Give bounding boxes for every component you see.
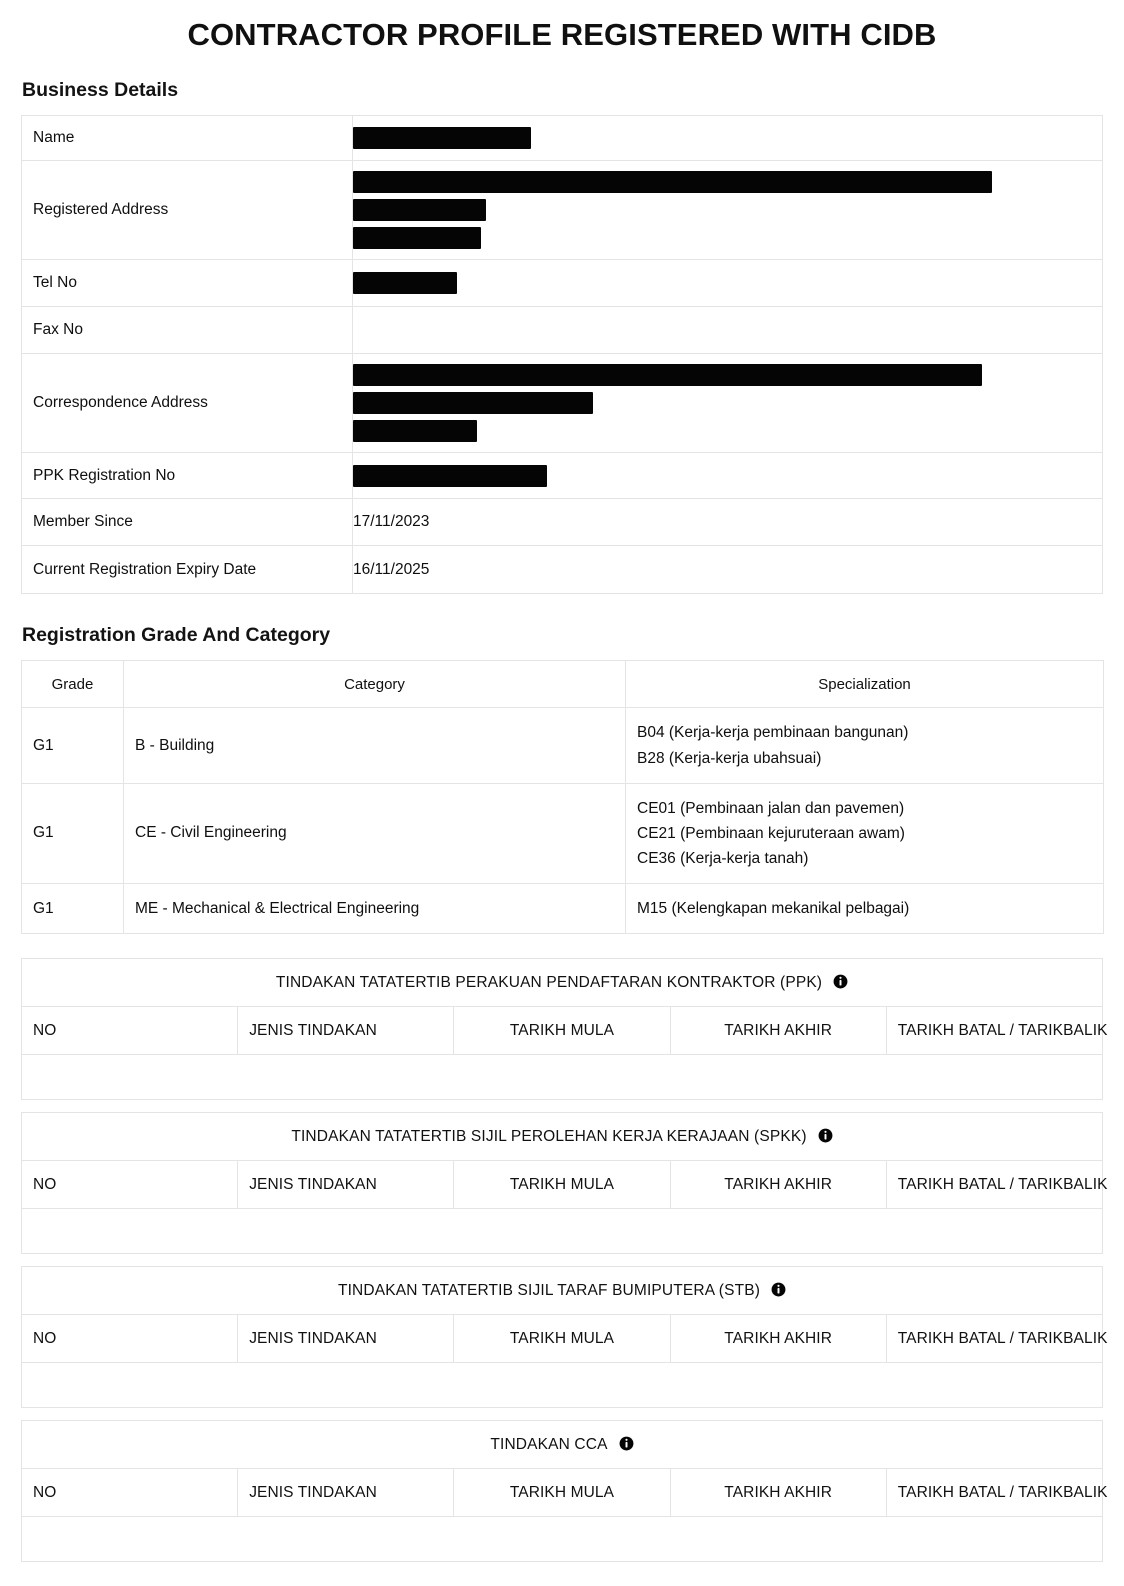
redaction-bar <box>353 199 486 221</box>
grade-cell: G1 <box>22 783 124 883</box>
business-detail-row <box>22 260 1103 307</box>
tindakan-title-text: TINDAKAN TATATERTIB PERAKUAN PENDAFTARAN KONTRAKTOR (PPK) <box>275 973 823 991</box>
business-detail-value <box>353 260 1103 307</box>
specialization-cell <box>626 883 1104 933</box>
registration-grade-row <box>22 883 1104 933</box>
registration-grade-row <box>22 708 1104 783</box>
business-detail-label: PPK Registration No <box>22 453 353 499</box>
table-header-row <box>22 661 1104 708</box>
specialization-cell <box>626 783 1104 883</box>
business-detail-row <box>22 354 1103 453</box>
tindakan-title-text: TINDAKAN CCA <box>490 1435 608 1453</box>
tindakan-table <box>21 1266 1108 1408</box>
tindakan-body <box>22 959 1108 1100</box>
business-detail-label: Current Registration Expiry Date <box>22 546 353 594</box>
column-header-no: NO <box>22 1315 238 1363</box>
column-header-no: NO <box>22 1469 238 1517</box>
tindakan-title-cell <box>22 1113 1103 1161</box>
tindakan-empty-cell <box>22 1517 1103 1562</box>
tindakan-title-row <box>22 1421 1103 1469</box>
business-detail-row <box>22 546 1103 594</box>
tindakan-title-row <box>22 1267 1103 1315</box>
column-header-specialization: Specialization <box>626 661 1104 708</box>
info-icon[interactable] <box>833 974 848 989</box>
business-details-body <box>22 116 1103 594</box>
column-header-tarikh-akhir: TARIKH AKHIR <box>670 1007 886 1055</box>
tindakan-empty-cell <box>22 1363 1103 1408</box>
business-detail-value <box>353 161 1103 260</box>
tindakan-title-cell <box>22 1421 1103 1469</box>
info-icon[interactable] <box>818 1128 833 1143</box>
business-detail-row <box>22 116 1103 161</box>
registration-grade-table <box>21 660 1104 934</box>
category-cell: ME - Mechanical & Electrical Engineering <box>124 883 626 933</box>
registration-grade-row <box>22 783 1104 883</box>
tindakan-empty-row <box>22 1517 1103 1562</box>
specialization-line: CE21 (Pembinaan kejuruteraan awam) <box>637 824 905 842</box>
business-detail-value <box>353 354 1103 453</box>
tindakan-title-cell <box>22 959 1103 1007</box>
tindakan-body <box>22 1113 1108 1254</box>
grade-cell: G1 <box>22 883 124 933</box>
column-header-tarikh-batal-tarikbalik: TARIKH BATAL / TARIKBALIK <box>886 1161 1102 1209</box>
registration-grade-heading: Registration Grade And Category <box>22 624 331 647</box>
tindakan-title-text: TINDAKAN TATATERTIB SIJIL TARAF BUMIPUTERA (STB) <box>337 1281 761 1299</box>
tindakan-table <box>21 1420 1108 1562</box>
specialization-line: M15 (Kelengkapan mekanikal pelbagai) <box>637 899 910 917</box>
column-header-tarikh-akhir: TARIKH AKHIR <box>670 1315 886 1363</box>
column-header-category: Category <box>124 661 626 708</box>
info-icon[interactable] <box>619 1436 634 1451</box>
business-detail-row <box>22 307 1103 354</box>
tindakan-empty-row <box>22 1363 1103 1408</box>
redaction-bar <box>353 227 481 249</box>
specialization-line: CE36 (Kerja-kerja tanah) <box>637 849 809 867</box>
business-detail-value <box>353 116 1103 161</box>
business-details-table <box>21 115 1103 594</box>
tindakan-body <box>22 1267 1108 1408</box>
column-header-jenis-tindakan: JENIS TINDAKAN <box>238 1007 454 1055</box>
tindakan-header-row <box>22 1007 1103 1055</box>
business-detail-label: Registered Address <box>22 161 353 260</box>
column-header-tarikh-akhir: TARIKH AKHIR <box>670 1161 886 1209</box>
business-detail-value: 17/11/2023 <box>353 499 1103 546</box>
business-detail-row <box>22 161 1103 260</box>
business-detail-label: Fax No <box>22 307 353 354</box>
business-detail-label: Name <box>22 116 353 161</box>
tindakan-table <box>21 958 1108 1100</box>
specialization-line: CE01 (Pembinaan jalan dan pavemen) <box>637 799 905 817</box>
column-header-jenis-tindakan: JENIS TINDAKAN <box>238 1469 454 1517</box>
redaction-bar <box>353 127 531 149</box>
tindakan-table <box>21 1112 1108 1254</box>
business-detail-row <box>22 499 1103 546</box>
redaction-bar <box>353 171 992 193</box>
registration-grade-body <box>22 708 1104 934</box>
redaction-bar <box>353 364 982 386</box>
column-header-tarikh-akhir: TARIKH AKHIR <box>670 1469 886 1517</box>
column-header-tarikh-mula: TARIKH MULA <box>454 1469 670 1517</box>
business-detail-row <box>22 453 1103 499</box>
column-header-jenis-tindakan: JENIS TINDAKAN <box>238 1315 454 1363</box>
redaction-bar <box>353 420 477 442</box>
business-detail-value <box>353 307 1103 354</box>
page-title: CONTRACTOR PROFILE REGISTERED WITH CIDB <box>187 17 937 52</box>
business-detail-label: Member Since <box>22 499 353 546</box>
registration-grade-head <box>22 661 1104 708</box>
business-detail-label: Correspondence Address <box>22 354 353 453</box>
tindakan-title-row <box>22 959 1103 1007</box>
category-cell: B - Building <box>124 708 626 783</box>
tindakan-empty-cell <box>22 1209 1103 1254</box>
business-details-heading: Business Details <box>22 78 179 101</box>
tindakan-header-row <box>22 1161 1103 1209</box>
column-header-tarikh-mula: TARIKH MULA <box>454 1007 670 1055</box>
redaction-bar <box>353 465 547 487</box>
info-icon[interactable] <box>771 1282 786 1297</box>
tindakan-header-row <box>22 1315 1103 1363</box>
column-header-tarikh-mula: TARIKH MULA <box>454 1161 670 1209</box>
business-detail-value: 16/11/2025 <box>353 546 1103 594</box>
column-header-tarikh-batal-tarikbalik: TARIKH BATAL / TARIKBALIK <box>886 1007 1102 1055</box>
grade-cell: G1 <box>22 708 124 783</box>
tindakan-empty-row <box>22 1209 1103 1254</box>
column-header-no: NO <box>22 1161 238 1209</box>
column-header-tarikh-batal-tarikbalik: TARIKH BATAL / TARIKBALIK <box>886 1469 1102 1517</box>
column-header-no: NO <box>22 1007 238 1055</box>
redaction-bar <box>353 392 593 414</box>
column-header-jenis-tindakan: JENIS TINDAKAN <box>238 1161 454 1209</box>
specialization-line: B28 (Kerja-kerja ubahsuai) <box>637 749 822 767</box>
business-detail-value <box>353 453 1103 499</box>
specialization-cell <box>626 708 1104 783</box>
column-header-grade: Grade <box>22 661 124 708</box>
tindakan-title-cell <box>22 1267 1103 1315</box>
tindakan-header-row <box>22 1469 1103 1517</box>
column-header-tarikh-batal-tarikbalik: TARIKH BATAL / TARIKBALIK <box>886 1315 1102 1363</box>
tindakan-empty-cell <box>22 1055 1103 1100</box>
business-detail-label: Tel No <box>22 260 353 307</box>
tindakan-tables-container <box>21 958 1108 1562</box>
redaction-bar <box>353 272 457 294</box>
tindakan-title-text: TINDAKAN TATATERTIB SIJIL PEROLEHAN KERJA KERAJAAN (SPKK) <box>291 1127 807 1145</box>
tindakan-empty-row <box>22 1055 1103 1100</box>
tindakan-body <box>22 1421 1108 1562</box>
tindakan-title-row <box>22 1113 1103 1161</box>
specialization-line: B04 (Kerja-kerja pembinaan bangunan) <box>637 724 909 742</box>
column-header-tarikh-mula: TARIKH MULA <box>454 1315 670 1363</box>
category-cell: CE - Civil Engineering <box>124 783 626 883</box>
